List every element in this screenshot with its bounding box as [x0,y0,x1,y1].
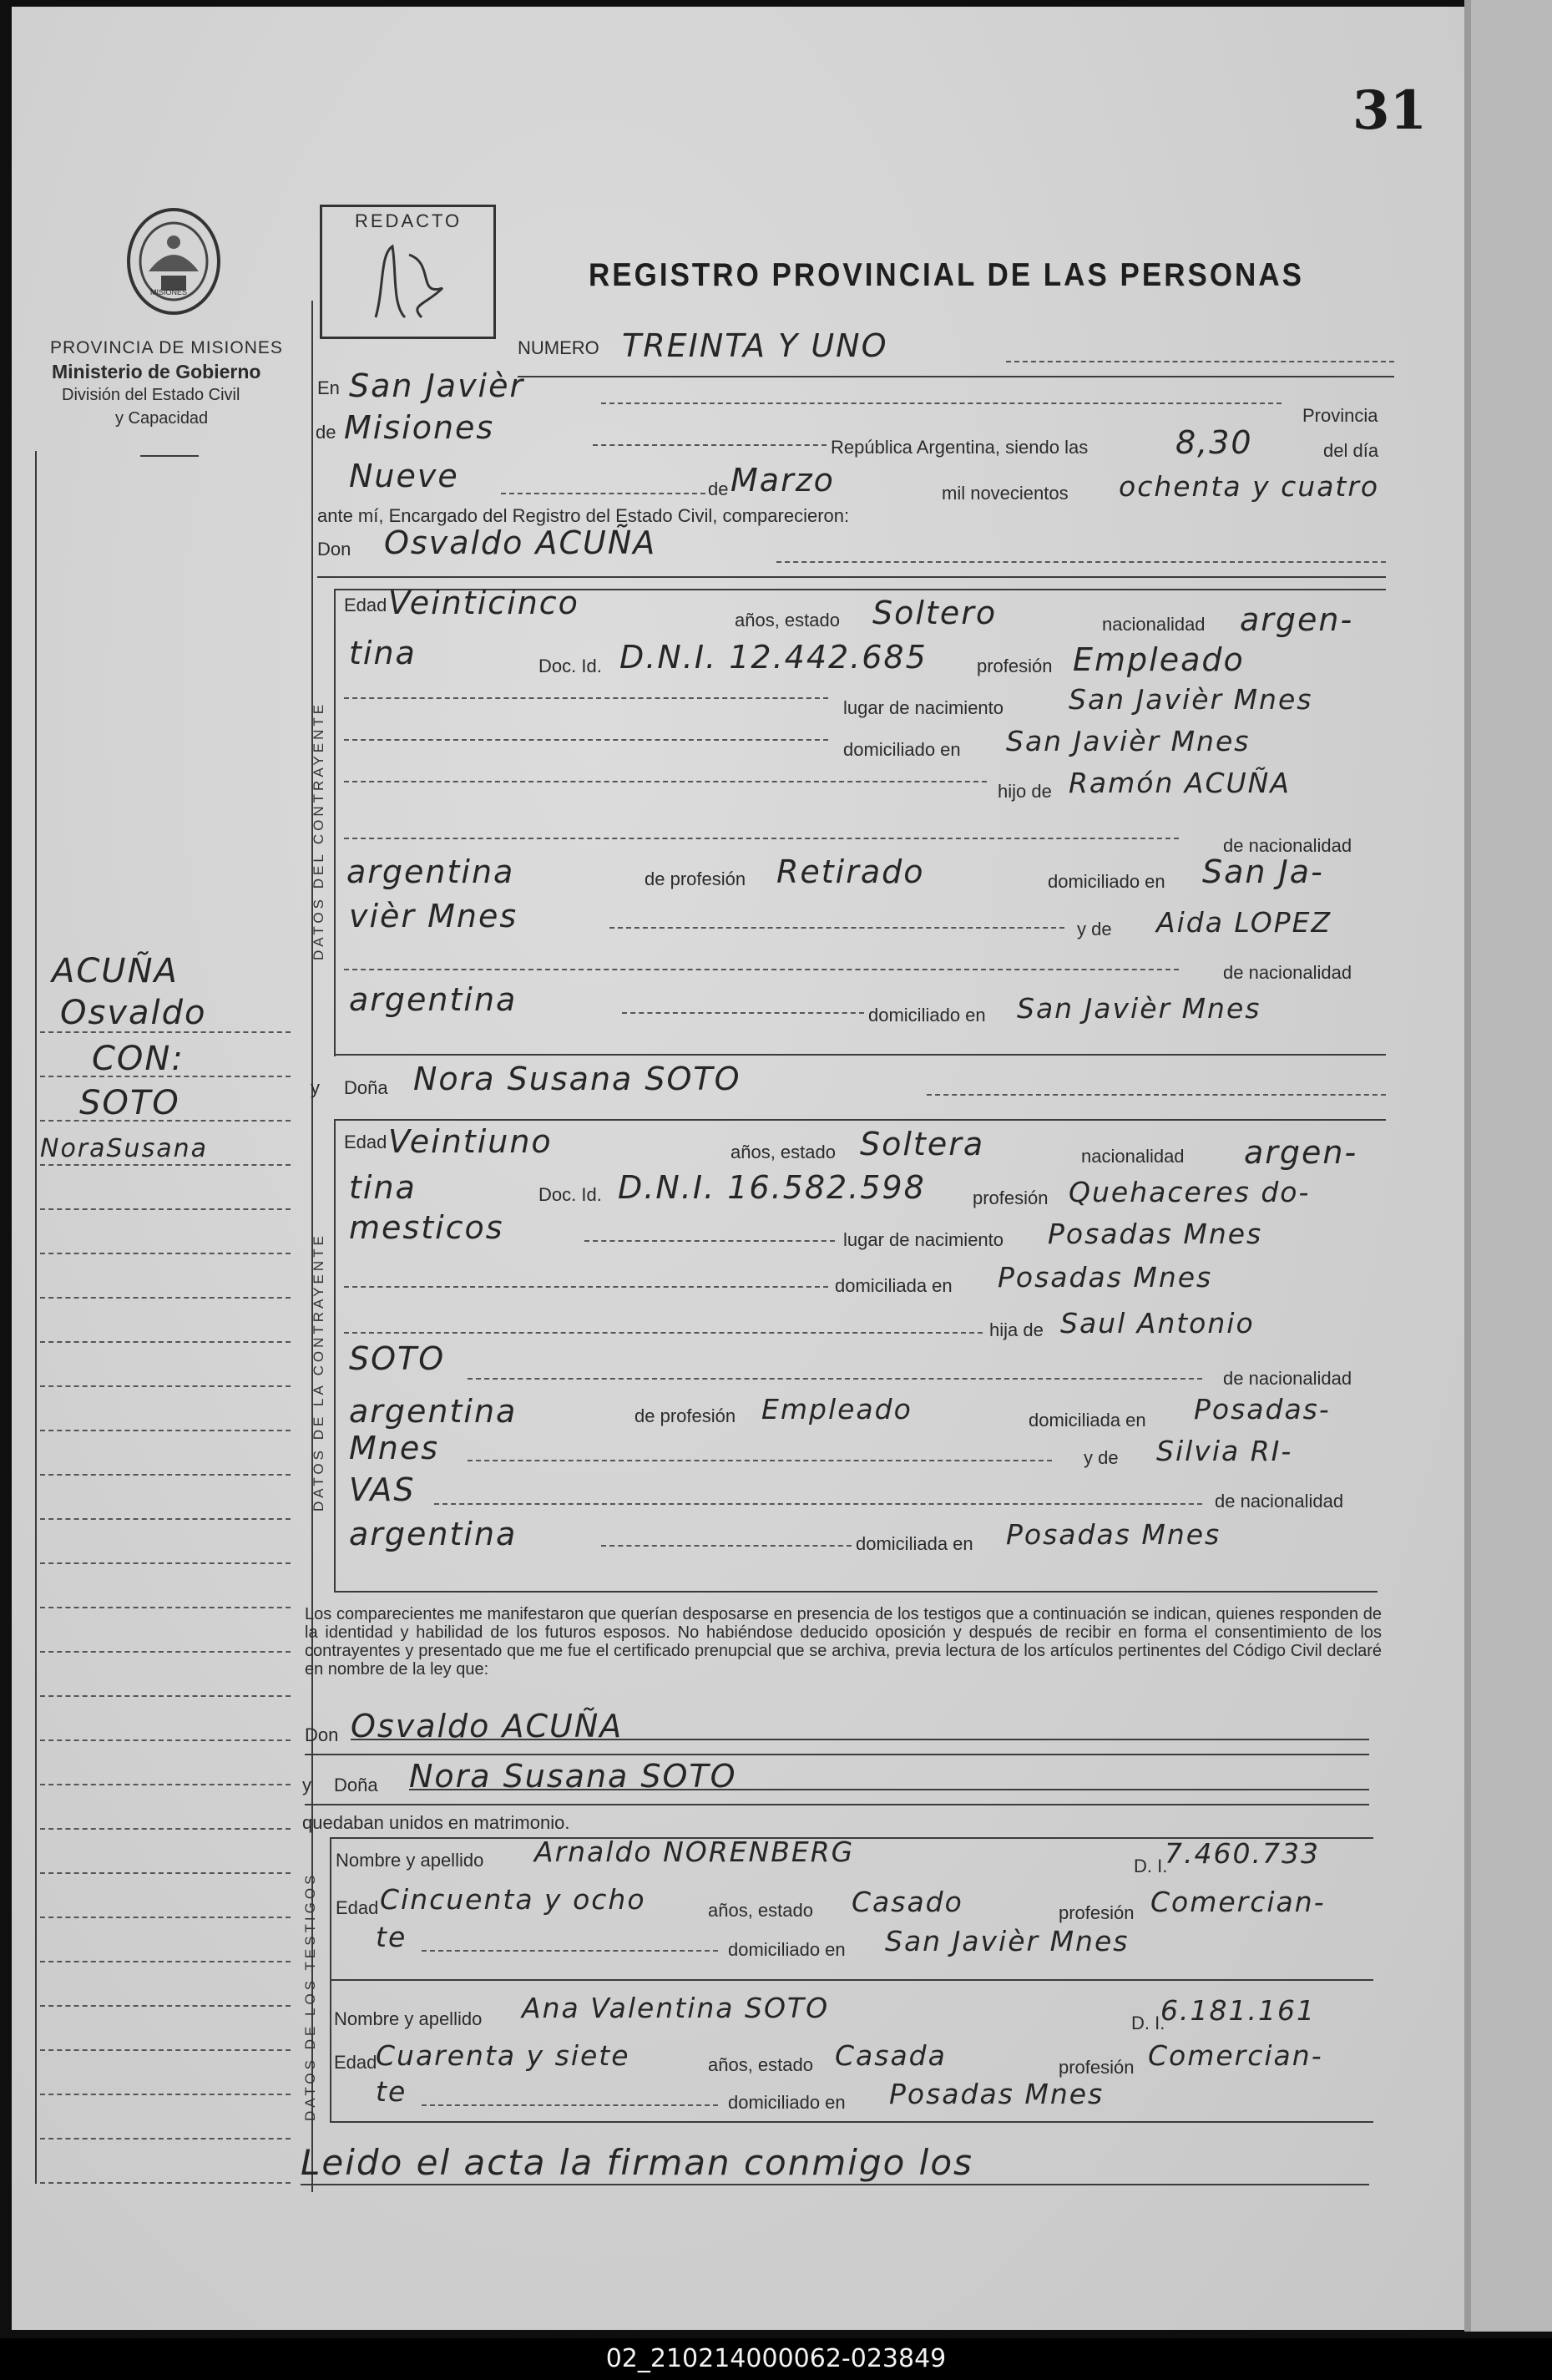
de-label: de [316,422,336,443]
bride-father-domicile-cont: Mnes [349,1430,440,1466]
bride-profession-cont: mesticos [349,1209,504,1246]
capacity-name: y Capacidad [115,409,209,428]
margin-rule [40,2049,291,2051]
bride-profession: Quehaceres do- [1069,1176,1311,1208]
fill-line [344,969,1179,970]
margin-rule [40,1164,291,1166]
margin-rule [40,1341,291,1343]
prof-label: profesión [973,1187,1049,1208]
hija-label: hija de [989,1319,1044,1340]
bride-father-cont: SOTO [349,1340,446,1377]
witness2-domicile: Posadas Mnes [889,2078,1105,2110]
fill-line [601,1545,852,1547]
dom-label: domiciliado en [843,739,961,760]
dom-label: domiciliado en [728,1939,846,1960]
numero-label: NUMERO [518,337,599,358]
groom-birthplace: San Javièr Mnes [1069,683,1313,716]
margin-rule [40,1828,291,1830]
doc-label: Doc. Id. [538,1184,602,1205]
mil-label: mil novecientos [942,483,1069,504]
declaration-bride: Nora Susana SOTO [409,1758,737,1795]
prof-label: profesión [1059,1902,1135,1923]
en-label: En [317,377,340,398]
margin-rule [40,2094,291,2095]
don-label: Don [305,1724,339,1745]
groom-doc: D.N.I. 12.442.685 [619,639,928,676]
day: Nueve [349,458,459,494]
y-de-label: y de [1077,919,1112,939]
margin-rule [40,1385,291,1387]
del-dia-label: del día [1323,440,1379,461]
bride-age: Veintiuno [388,1123,553,1160]
province: Misiones [344,409,495,446]
fill-line [468,1460,1052,1461]
stamp-label: REDACTO [355,210,463,231]
bride-domicile: Posadas Mnes [998,1261,1213,1294]
dona-label: Doña [334,1775,378,1795]
rule [317,576,1386,578]
document-title: REGISTRO PROVINCIAL DE LAS PERSONAS [589,257,1304,293]
bride-father-domicile: Posadas- [1194,1393,1331,1425]
prof-label: profesión [977,656,1053,676]
groom-status: Soltero [872,595,998,631]
estado-label: años, estado [708,1900,813,1921]
fill-line [776,561,1386,563]
hijo-label: hijo de [998,781,1052,802]
fill-line [344,838,1179,839]
rule [334,1054,1386,1056]
margin-note-line: CON: [92,1040,185,1078]
fill-line [584,1240,835,1242]
edad-label: Edad [344,595,387,615]
edad-label: Edad [336,1897,379,1918]
bride-father-nationality: argentina [349,1393,518,1430]
margin-rule [40,1695,291,1697]
margin-rule [40,1739,291,1741]
estado-label: años, estado [735,610,840,630]
mother-nationality: argentina [349,981,518,1018]
father-domicile: San Ja- [1202,853,1324,890]
de-nac-label: de nacionalidad [1215,1491,1344,1512]
fill-line [344,1332,983,1334]
bride-birthplace: Posadas Mnes [1048,1218,1263,1250]
bride-mother-domicile: Posadas Mnes [1006,1518,1221,1551]
scan-id-bar: 02_210214000062-023849 [0,2338,1552,2380]
margin-rule [40,1562,291,1564]
edad-label: Edad [344,1132,387,1152]
de-prof-label: de profesión [645,868,746,889]
nombre-label: Nombre y apellido [334,2008,483,2029]
fill-line [344,781,987,782]
margin-rule [40,1784,291,1785]
fill-line [593,444,827,446]
page-edge [1464,0,1552,2332]
margin-rule [40,1208,291,1210]
prof-label: profesión [1059,2057,1135,2078]
fill-line [927,1094,1386,1096]
margin-note-line: SOTO [79,1084,180,1122]
fill-line [622,1012,864,1014]
y-label: y [311,1077,320,1098]
mother-domicile: San Javièr Mnes [1017,992,1261,1025]
rule [409,1789,1369,1790]
de-mes-label: de [708,479,729,499]
section-border [334,1119,336,1591]
y-de-label: y de [1084,1447,1119,1468]
di-label: D. I. [1131,2013,1165,2033]
margin-note-line: Osvaldo [60,994,207,1032]
father-nationality: argentina [346,853,515,890]
nombre-label: Nombre y apellido [336,1850,484,1871]
fill-line [422,2104,718,2106]
margin-rule [40,1607,291,1608]
bride-section-label: DATOS DE LA CONTRAYENTE [311,1233,326,1512]
provincia-label: Provincia [1302,405,1378,426]
groom-profession: Empleado [1073,641,1245,678]
witness2-name: Ana Valentina SOTO [522,1992,830,2024]
mother-dom-label: domiciliado en [868,1005,986,1025]
rule [351,1739,1369,1740]
margin-rule [40,1651,291,1653]
witness1-status: Casado [852,1886,963,1918]
witnesses-section-label: DATOS DE LOS TESTIGOS [302,1871,318,2121]
section-border [334,589,336,1056]
margin-rule [40,1872,291,1874]
edad-label: Edad [334,2052,377,2073]
y-label: y [302,1775,311,1795]
rule [330,1979,1373,1981]
margin-rule [40,1076,291,1077]
bride-mother: Silvia RI- [1156,1435,1293,1467]
division-name: División del Estado Civil [62,386,240,404]
margin-rule [40,2182,291,2184]
seal-label: MISIONES [150,288,188,296]
estado-label: años, estado [708,2054,813,2075]
bride-nationality-cont: tina [349,1169,417,1206]
witness1-profession: Comercian- [1150,1886,1326,1918]
page-edge-shadow [1464,0,1471,2332]
don-label: Don [317,539,351,560]
witness1-di: 7.460.733 [1165,1837,1320,1870]
bride-name: Nora Susana SOTO [413,1061,741,1097]
rule [330,2121,1373,2123]
rule [334,1591,1378,1593]
father-domicile-cont: vièr Mnes [349,898,518,934]
fill-line [601,403,1282,404]
lugar-label: lugar de nacimiento [843,697,1004,718]
margin-rule [40,1430,291,1431]
doc-label: Doc. Id. [538,656,602,676]
province-name: PROVINCIA DE MISIONES [50,338,283,357]
margin-rule [40,1253,291,1254]
bride-mother-nationality: argentina [349,1516,518,1552]
ministry-name: Ministerio de Gobierno [52,361,261,382]
declaration-text: Los comparecientes me manifestaron que querían desposarse en presencia de los testigos que a continuación se indican, quienes responden de la identidad y habilidad de los futuros esposos. No habiéndose deducido oposición y después de recibir en forma el consentimiento de los contrayentes y presentado que me fue el certificado prenupcial que se archiva, previa lectura de los artículos pertinentes del Código Civil declaré en nombre de la ley que: [305,1605,1382,1679]
fill-line [609,927,1064,929]
estado-label: años, estado [731,1142,836,1162]
fill-line [468,1378,1202,1380]
witness2-profession: Comercian- [1148,2039,1323,2072]
rule [305,1754,1369,1755]
witness1-age: Cincuenta y ocho [380,1883,646,1916]
groom-age: Veinticinco [388,585,579,621]
groom-name: Osvaldo ACUÑA [384,524,657,561]
fill-line [344,1286,828,1288]
bride-status: Soltera [860,1126,985,1162]
closing-handwritten: Leido el acta la firman conmigo los [301,2142,973,2183]
witness2-profession-cont: te [376,2075,407,2108]
page-number: 31 [1352,79,1428,142]
dom-label: domiciliado en [728,2092,846,2113]
rule [334,1119,1386,1121]
de-nac-label: de nacionalidad [1223,1368,1352,1389]
province-seal-icon [124,205,224,322]
margin-rule [40,2138,291,2139]
margin-rule [40,1518,291,1520]
fill-line [434,1503,1202,1505]
hour: 8,30 [1175,424,1253,461]
republica-label: República Argentina, siendo las [831,437,1089,458]
groom-father: Ramón ACUÑA [1069,767,1291,799]
groom-nationality-cont: tina [349,635,417,671]
dom-label: domiciliada en [835,1275,953,1296]
rule [301,2184,1369,2185]
groom-mother: Aida LOPEZ [1156,906,1332,939]
groom-domicile: San Javièr Mnes [1006,725,1251,757]
margin-note-line: NoraSusana [40,1134,208,1163]
bride-mother-cont: VAS [349,1471,416,1508]
rule [305,1804,1369,1805]
lugar-label: lugar de nacimiento [843,1229,1004,1250]
father-profession: Retirado [776,853,925,890]
father-dom-label: domiciliada en [1029,1410,1146,1431]
act-number: TREINTA Y UNO [622,327,888,364]
witness2-di: 6.181.161 [1160,1994,1316,2027]
fill-line [501,493,705,494]
year: ochenta y cuatro [1119,470,1380,503]
fill-line [344,739,828,741]
margin-rule [40,1297,291,1299]
de-prof-label: de profesión [634,1405,736,1426]
rule [518,376,1394,377]
declaration-groom: Osvaldo ACUÑA [351,1708,624,1744]
margin-rule [40,1917,291,1918]
witness2-age: Cuarenta y siete [376,2039,630,2072]
margin-rule [40,1120,291,1122]
margin-rule [40,1961,291,1962]
witness1-name: Arnaldo NORENBERG [534,1836,855,1868]
witness2-status: Casada [835,2039,947,2072]
left-margin-line [35,451,37,2184]
margin-rule [40,1031,291,1033]
groom-section-label: DATOS DEL CONTRAYENTE [311,701,326,960]
groom-nationality: argen- [1240,601,1354,638]
fill-line [344,697,828,699]
closing-text: quedaban unidos en matrimonio. [302,1812,570,1833]
nac-label: nacionalidad [1102,614,1206,635]
father-dom-label: domiciliado en [1048,871,1165,892]
margin-note-line: ACUÑA [52,952,179,990]
bride-doc: D.N.I. 16.582.598 [618,1169,926,1206]
margin-rule [40,2005,291,2007]
dona-label: Doña [344,1077,388,1098]
de-nac-label: de nacionalidad [1223,835,1352,856]
mother-dom-label: domiciliada en [856,1533,973,1554]
witness1-domicile: San Javièr Mnes [885,1925,1130,1957]
bride-nationality: argen- [1244,1134,1358,1171]
bride-father: Saul Antonio [1060,1307,1255,1339]
city: San Javièr [349,367,525,404]
fill-line [1006,361,1394,362]
initials-signature-icon [359,238,459,330]
witness1-profession-cont: te [376,1921,407,1953]
de-nac-label: de nacionalidad [1223,962,1352,983]
nac-label: nacionalidad [1081,1146,1185,1167]
fill-line [422,1950,718,1952]
month: Marzo [731,462,835,499]
header-rule [140,455,199,457]
bride-father-profession: Empleado [761,1393,912,1425]
intro-text: ante mí, Encargado del Registro del Estado Civil, comparecieron: [317,505,850,526]
margin-rule [40,1474,291,1476]
di-label: D. I. [1134,1856,1168,1876]
